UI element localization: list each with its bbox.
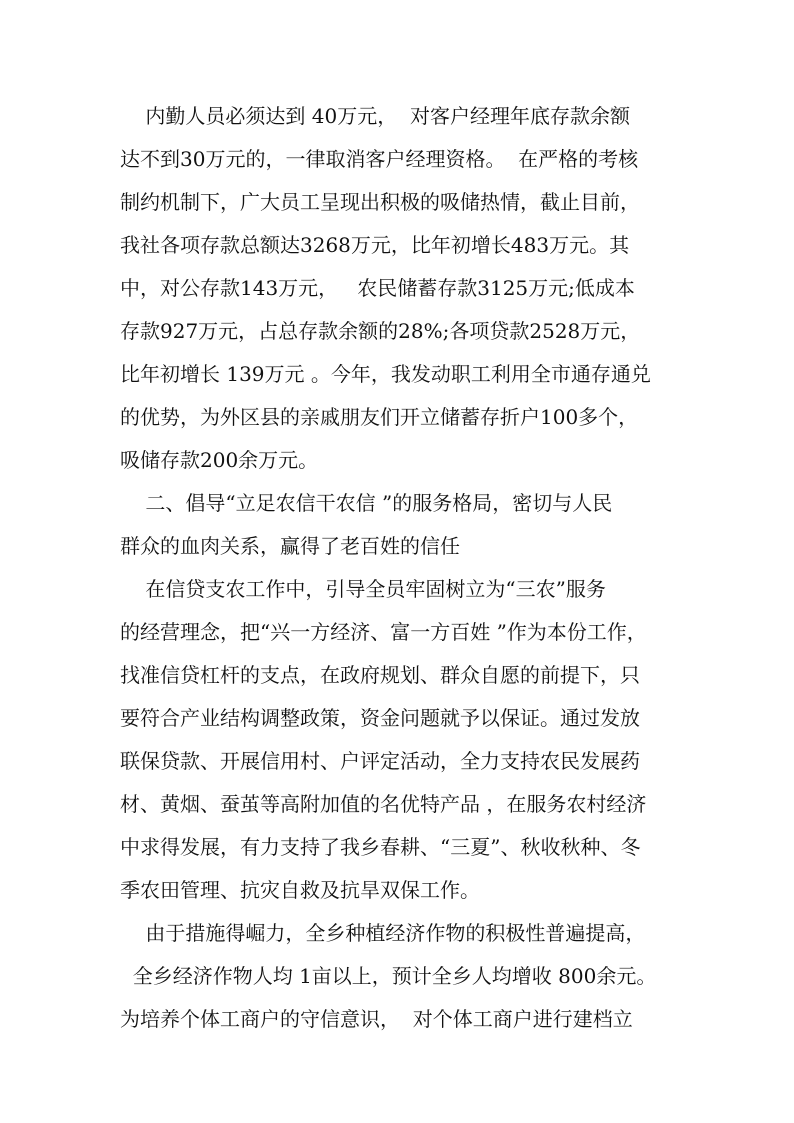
text-line: 季农田管理、抗灾自救及抗旱双保工作。 bbox=[120, 878, 480, 902]
text-line: 比年初增长 139万元 。今年，我发动职工利用全市通存通兑 bbox=[120, 362, 651, 386]
section-heading-line: 二、倡导“立足农信干农信 ”的服务格局，密切与人民 bbox=[120, 491, 613, 515]
text-line: 的优势，为外区县的亲戚朋友们开立储蓄存折户100多个， bbox=[120, 405, 639, 429]
text-line: 制约机制下，广大员工呈现出积极的吸储热情，截止目前， bbox=[120, 190, 640, 214]
text-line: 中求得发展，有力支持了我乡春耕、“三夏”、秋收秋种、冬 bbox=[120, 835, 641, 859]
text-line: 材、黄烟、蚕茧等高附加值的名优特产品 ，在服务农村经济 bbox=[120, 792, 647, 816]
text-line: 要符合产业结构调整政策，资金问题就予以保证。通过发放 bbox=[120, 706, 640, 730]
text-line: 的经营理念，把“兴一方经济、富一方百姓 ”作为本份工作， bbox=[120, 620, 647, 644]
text-line: 达不到30万元的，一律取消客户经理资格。 在严格的考核 bbox=[120, 147, 639, 171]
text-line: 由于措施得崛力，全乡种植经济作物的积极性普遍提高， bbox=[120, 921, 646, 945]
text-line: 全乡经济作物人均 1亩以上，预计全乡人均增收 800余元。 bbox=[120, 964, 657, 988]
text-line: 存款927万元，占总存款余额的28%;各项贷款2528万元， bbox=[120, 319, 641, 343]
text-line: 在信贷支农工作中，引导全员牢固树立为“三农”服务 bbox=[120, 577, 606, 601]
text-line: 找准信贷杠杆的支点，在政府规划、群众自愿的前提下，只 bbox=[120, 663, 640, 687]
text-line: 中，对公存款143万元， 农民储蓄存款3125万元;低成本 bbox=[120, 276, 635, 300]
text-line: 内勤人员必须达到 40万元， 对客户经理年底存款余额 bbox=[120, 104, 630, 128]
text-line: 吸储存款200余万元。 bbox=[120, 448, 319, 472]
text-line: 联保贷款、开展信用村、户评定活动，全力支持农民发展药 bbox=[120, 749, 640, 773]
text-line: 我社各项存款总额达3268万元，比年初增长483万元。其 bbox=[120, 233, 630, 257]
text-line: 为培养个体工商户的守信意识， 对个体工商户进行建档立 bbox=[120, 1007, 633, 1031]
section-heading-line: 群众的血肉关系，赢得了老百姓的信任 bbox=[120, 534, 460, 558]
